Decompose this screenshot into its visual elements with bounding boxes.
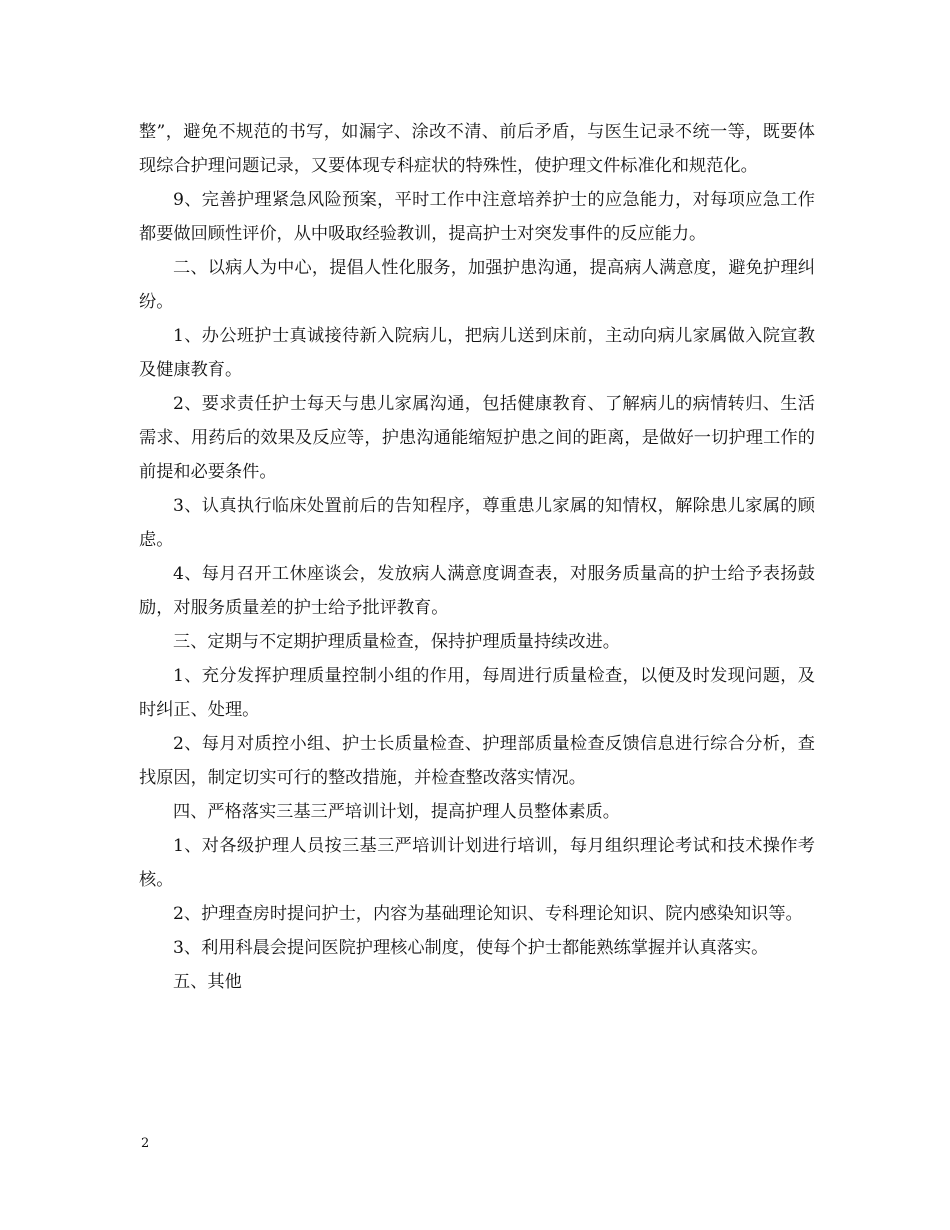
- paragraph: 9、完善护理紧急风险预案，平时工作中注意培养护士的应急能力，对每项应急工作都要做回顾性评价，从中吸取经验教训，提高护士对突发事件的反应能力。: [139, 190, 815, 244]
- paragraph: 4、每月召开工休座谈会，发放病人满意度调查表，对服务质量高的护士给予表扬鼓励，对服务质量差的护士给予批评教育。: [139, 564, 815, 618]
- document-body: [139, 115, 815, 999]
- paragraph: 1、对各级护理人员按三基三严培训计划进行培训，每月组织理论考试和技术操作考核。: [139, 836, 815, 890]
- paragraph: 3、利用科晨会提问医院护理核心制度，使每个护士都能熟练掌握并认真落实。: [173, 938, 769, 958]
- section-heading: 二、以病人为中心，提倡人性化服务，加强护患沟通，提高病人满意度，避免护理纠纷。: [139, 258, 815, 312]
- paragraph: 1、办公班护士真诚接待新入院病儿，把病儿送到床前，主动向病儿家属做入院宣教及健康教育。: [139, 326, 815, 380]
- paragraph: 整”，避免不规范的书写，如漏字、涂改不清、前后矛盾，与医生记录不统一等，既要体现综合护理问题记录，又要体现专科症状的特殊性，使护理文件标准化和规范化。: [139, 122, 815, 176]
- page-number: 2: [141, 1136, 150, 1151]
- paragraph: 2、每月对质控小组、护士长质量检查、护理部质量检查反馈信息进行综合分析，查找原因，制定切实可行的整改措施，并检查整改落实情况。: [139, 734, 815, 788]
- section-heading: 四、严格落实三基三严培训计划，提高护理人员整体素质。: [173, 802, 620, 822]
- paragraph: 3、认真执行临床处置前后的告知程序，尊重患儿家属的知情权，解除患儿家属的顾虑。: [139, 496, 815, 550]
- paragraph: 2、要求责任护士每天与患儿家属沟通，包括健康教育、了解病儿的病情转归、生活需求、用药后的效果及反应等，护患沟通能缩短护患之间的距离，是做好一切护理工作的前提和必要条件。: [139, 394, 815, 482]
- section-heading: 五、其他: [173, 972, 242, 992]
- paragraph: 1、充分发挥护理质量控制小组的作用，每周进行质量检查，以便及时发现问题，及时纠正、处理。: [139, 666, 815, 720]
- section-heading: 三、定期与不定期护理质量检查，保持护理质量持续改进。: [173, 632, 620, 652]
- paragraph: 2、护理查房时提问护士，内容为基础理论知识、专科理论知识、院内感染知识等。: [173, 904, 803, 924]
